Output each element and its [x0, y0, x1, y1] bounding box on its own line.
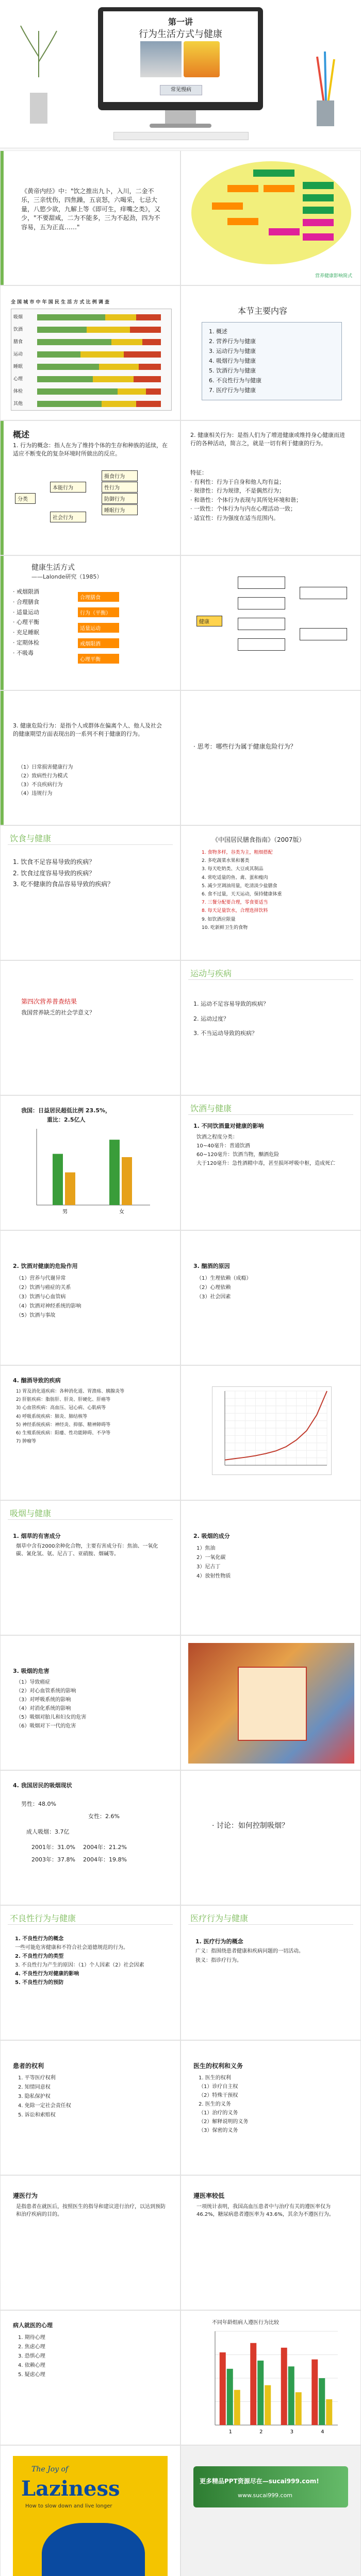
cause-item: （1）生理依赖（成瘾） — [196, 1276, 252, 1281]
slide-9-left — [0, 1095, 180, 1230]
diet-question: 2. 饮食过度容易导致的疾病？ — [13, 869, 95, 877]
smoking-harm-list — [16, 1678, 86, 1731]
row-bar — [37, 351, 161, 358]
doctor-item: （1）诊疗自主权 — [199, 2084, 238, 2090]
map-node — [253, 170, 294, 177]
flow-box-a — [238, 577, 285, 589]
patient-psych-list — [18, 2333, 45, 2380]
disease-item: 1) 胃及消化道疾病：各种消化道、胃溃疡、胰腺炎等 — [16, 1389, 125, 1394]
patient-psych-h: 病人就医的心理 — [13, 2322, 53, 2329]
low-compliance-h: 遵医率较低 — [193, 2192, 225, 2199]
alcohol-list — [196, 1133, 346, 1168]
map-caption: 营养健康影响简式 — [315, 274, 352, 279]
component-item: 1）焦油 — [196, 1546, 216, 1551]
guide-item: 9. 如饮酒应限量 — [202, 917, 236, 922]
class-social: 社会行为 — [50, 512, 86, 522]
sport-title: 运动与疾病 — [190, 969, 232, 978]
slide-6-left — [0, 690, 180, 825]
x-tick-label: 男 — [62, 1209, 68, 1215]
guide-item: 1. 食物多样，谷类为主，粗细搭配 — [202, 850, 273, 855]
health-node: 健康 — [196, 616, 222, 626]
guide-item: 3. 每天吃奶类、大豆或其制品 — [202, 867, 264, 872]
feature-item: · 适宜性：行为强度在适当范围内。 — [190, 514, 279, 521]
bar — [53, 1154, 63, 1205]
center-node: 心理平衡 — [78, 654, 119, 664]
component-item: 3）尼古丁 — [196, 1564, 221, 1570]
slide-2-left — [0, 150, 180, 285]
book-title: Laziness — [21, 2477, 120, 2501]
guide-item: 8. 每天足量饮水，合理选择饮料 — [202, 908, 268, 914]
alcohol-h1: 1. 不同饮酒量对健康的影响 — [193, 1123, 264, 1129]
bar — [122, 1157, 132, 1205]
chart-subtitle: 重比：2.5亿人 — [47, 1116, 86, 1123]
bar — [265, 2385, 271, 2425]
alcohol-item: 10~40毫升：普通饮酒 — [196, 1143, 250, 1149]
disease-item: 6) 生殖系统疾病：阳痿、性功能障碍、不孕等 — [16, 1430, 111, 1436]
feature-item: · 和谐性：个体行为表现与其所处环境和谐； — [190, 496, 302, 503]
slide-12-left — [0, 1500, 180, 1635]
contents-item[interactable]: 2. 营养行为与健康 — [209, 338, 256, 345]
compliance-h: 遵医行为 — [13, 2192, 38, 2199]
doctor-rights-h: 医生的权利和义务 — [193, 2062, 243, 2070]
poster-panel — [238, 1667, 307, 1741]
danger-item: （5）饮酒与事故 — [16, 1313, 56, 1318]
slide-17-left — [0, 2175, 180, 2310]
harm-item: （2）对心血管系统的影响 — [16, 1688, 76, 1694]
guide-list — [202, 849, 282, 932]
alcohol-cause-list — [196, 1274, 251, 1302]
x-tick-label: 3 — [290, 2429, 293, 2435]
guide-item: 10. 吃新鲜卫生的食物 — [202, 925, 248, 930]
slide-5-left — [0, 555, 180, 690]
x-tick-label: 1 — [228, 2429, 232, 2435]
row-label: 饮酒 — [13, 327, 23, 332]
doctor-item: （1）治疗的义务 — [199, 2110, 238, 2116]
pencils-icon — [309, 46, 340, 129]
compliance-chart — [202, 2328, 341, 2436]
contents-item[interactable]: 6. 不良性行为与健康 — [209, 377, 261, 384]
lifestyle-item: · 心理平衡 — [13, 619, 39, 626]
disease-item: 3) 心血管疾病：高血压、冠心病、心肌病等 — [16, 1405, 106, 1411]
chart-title: 我国：日益居民超低比例 23.5%， — [21, 1107, 111, 1114]
contents-heading: 本节主要内容 — [238, 306, 288, 316]
smoking-status-h: 4. 我国居民的吸烟现状 — [13, 1782, 72, 1789]
harm-item: （6）吸烟对下一代的危害 — [16, 1723, 76, 1729]
disease-item: 5) 神经系统疾病：神经炎、抑郁、精神障碍等 — [16, 1422, 111, 1428]
sex-item: 5. 不良性行为的预防 — [15, 1980, 64, 1986]
slide-5-right — [180, 555, 361, 690]
disease-list — [16, 1387, 171, 1446]
right-item: 4. 免除一定社会责任权 — [18, 2103, 71, 2109]
sex-item: 3. 不良性行为产生的原因：（1）个人因素（2）社会因素 — [15, 1962, 144, 1968]
slide-12-right — [180, 1500, 361, 1635]
row-label: 膳食 — [13, 340, 23, 345]
slide-13-left — [0, 1635, 180, 1770]
survey-result-title: 第四次营养普查结果 — [21, 998, 77, 1005]
pencil-cup — [309, 46, 340, 129]
slide-7-right — [180, 825, 361, 960]
danger-item: （1）营养与代谢异常 — [16, 1276, 66, 1281]
patient-rights-h: 患者的权利 — [13, 2062, 44, 2070]
monitor-base — [150, 124, 211, 128]
sex-item: 1. 不良性行为的概念 — [15, 1936, 64, 1942]
contents-item[interactable]: 1. 概述 — [209, 328, 227, 335]
component-item: 4）放射性物质 — [196, 1573, 231, 1579]
slide-6-right — [180, 690, 361, 825]
disease-h: 4. 酗酒导致的疾病 — [13, 1377, 61, 1384]
cause-item: （2）心理依赖 — [196, 1285, 231, 1291]
cover-photo-left — [140, 41, 182, 77]
harm-item: （3）对呼吸系统的影响 — [16, 1697, 71, 1703]
slide-18-right — [180, 2310, 361, 2445]
cover-title: 行为生活方式与健康 — [139, 29, 222, 40]
alcohol-danger-list — [16, 1274, 81, 1320]
cover-footer-line — [0, 147, 361, 149]
risk-curve-chart — [212, 1386, 332, 1475]
alcohol-item: 大于120毫升：急性酒精中毒，甚至损坏呼吸中枢，造成死亡 — [196, 1161, 336, 1166]
feature-item: · 有利性：行为于自身和他人均有益； — [190, 478, 285, 485]
center-node: 行为（平衡） — [78, 607, 119, 617]
health-behavior-definition: 2. 健康相关行为：是指人们为了增进健康或维持身心健康而进行的各种活动，简言之，就是一切有利于健康的行为。 — [190, 432, 345, 447]
right-item: 3. 隐私保护权 — [18, 2094, 51, 2099]
lifestyle-item: · 定期体检 — [13, 639, 39, 646]
guide-item: 6. 食不过量，天天运动，保持健康体重 — [202, 891, 282, 897]
map-node — [227, 185, 258, 192]
smoke-component-h: 2. 吸烟的成分 — [193, 1533, 230, 1539]
risk-list — [18, 763, 73, 798]
feature-item: · 规律性：行为规律，不是偶然行为； — [190, 487, 285, 495]
smoke-component-list — [196, 1544, 231, 1581]
disease-item: 2) 肝脏疾病：脂肪肝、肝炎、肝硬化、肝癌等 — [16, 1397, 111, 1403]
sex-behavior-list — [15, 1935, 165, 1987]
center-node: 适量运动 — [78, 623, 119, 633]
slide-strip — [1, 151, 4, 285]
alcohol-item: 60~120毫升：饮酒当物，酗酒危险 — [196, 1152, 280, 1158]
center-node: 戒烟限酒 — [78, 638, 119, 648]
harm-item: （4）对消化系统的影响 — [16, 1706, 71, 1711]
slide-15-right — [180, 1905, 361, 2040]
flow-box-b — [238, 597, 285, 609]
danger-item: （3）饮酒与心血管病 — [16, 1294, 66, 1300]
cover-button[interactable]: 常见慢病 — [160, 85, 202, 95]
feature-list — [190, 468, 350, 523]
slide-2-right — [180, 150, 361, 285]
guide-title: 《中国居民膳食指南》（2007版） — [212, 836, 305, 843]
sex-behavior-title: 不良性行为与健康 — [10, 1913, 76, 1923]
row-label: 运动 — [13, 352, 23, 357]
slide-3-right — [180, 285, 361, 420]
alcohol-item: 饮酒之程度分类： — [196, 1134, 238, 1140]
danger-item: （2）饮酒与癌症的关系 — [16, 1285, 71, 1291]
class-label: 分类 — [15, 493, 36, 504]
map-node — [303, 207, 334, 214]
status-male: 男性：48.0% — [21, 1801, 56, 1807]
smoking-harm-h: 3. 吸烟的危害 — [13, 1668, 50, 1674]
slide-8-right — [180, 960, 361, 1095]
slide-strip — [1, 691, 4, 825]
doctor-item: 1. 医生的权利 — [199, 2075, 231, 2081]
class-instinct: 本能行为 — [50, 482, 86, 493]
right-item: 1. 平等医疗权利 — [18, 2075, 56, 2081]
bar — [250, 2343, 256, 2425]
status-2004a: 2004年：21.2% — [83, 1844, 127, 1851]
risk-item: （1）日常损害健康行为 — [18, 765, 73, 770]
sport-question: 3. 不当运动导致的疾病？ — [193, 1030, 257, 1037]
guide-item: 4. 常吃适量的鱼、禽、蛋和瘦肉 — [202, 875, 268, 880]
map-node — [227, 218, 258, 225]
lifestyle-item: · 充足睡眠 — [13, 629, 39, 636]
guide-item: 2. 多吃蔬菜水果和薯类 — [202, 858, 250, 864]
flow-box-c — [238, 618, 285, 630]
plant-icon — [15, 15, 62, 129]
psych-item: 5. 疑虑心理 — [18, 2372, 45, 2378]
patient-rights-list — [18, 2074, 71, 2120]
sex-item: 一些可能危害健康和不符合社会道德规范的行为。 — [15, 1945, 128, 1951]
slide-9-right — [180, 1095, 361, 1230]
map-node — [264, 185, 294, 192]
slide-4-left — [0, 420, 180, 555]
danger-item: （4）饮酒对神经系统的影响 — [16, 1303, 81, 1309]
book-illustration — [42, 2523, 145, 2576]
feature-item: · 一致性：个体行为与内在心理活动一致； — [190, 505, 296, 513]
bar — [281, 2348, 287, 2425]
alcohol-danger-h: 2. 饮酒对健康的危险作用 — [13, 1263, 78, 1269]
map-node — [269, 228, 300, 235]
medical-item: 狭义：指诊疗行为。 — [195, 1957, 242, 1963]
disease-item: 4) 呼吸系统疾病：肺炎、肺结核等 — [16, 1414, 88, 1419]
slide-15-left — [0, 1905, 180, 2040]
bar — [319, 2378, 325, 2425]
tobacco-h: 1. 烟草的有害成分 — [13, 1533, 61, 1539]
doctor-item: （2）解释说明的义务 — [199, 2119, 249, 2125]
slide-10-right — [180, 1230, 361, 1365]
sex-item: 4. 不良性行为对健康的影响 — [15, 1971, 79, 1977]
bar — [234, 2390, 240, 2425]
doctor-item: （2）特殊干预权 — [199, 2093, 238, 2098]
map-node — [212, 202, 243, 210]
slide-14-right — [180, 1770, 361, 1905]
row-bar — [37, 376, 161, 382]
bar — [227, 2369, 233, 2425]
sub-item: 防御行为 — [102, 493, 138, 504]
status-2003: 2003年：37.8% — [31, 1856, 75, 1863]
survey-table — [11, 309, 172, 411]
bar — [109, 1140, 120, 1205]
survey-result-sub: 我国营养缺乏的社会学意义？ — [21, 1009, 95, 1016]
sport-question: 1. 运动不足容易导致的疾病？ — [193, 1001, 269, 1007]
cover-photo-right — [184, 41, 220, 77]
lifestyle-list — [13, 587, 39, 658]
guide-item: 7. 三餐分配要合理，零食要适当 — [202, 900, 268, 906]
slide-11-left — [0, 1365, 180, 1500]
slide-16-left — [0, 2040, 180, 2175]
sport-question: 2. 运动过度？ — [193, 1015, 229, 1022]
map-node — [303, 182, 334, 189]
bar — [288, 2366, 294, 2425]
slide-17-right — [180, 2175, 361, 2310]
behavior-definition: 1. 行为的概念：指人在为了维持个体的生存和种族的延续，在适应不断变化的复杂环境时所做出的反应。 — [13, 442, 168, 457]
risk-item: （2）致病性行为模式 — [18, 773, 68, 779]
row-bar — [37, 314, 161, 320]
contents-item[interactable]: 7. 医疗行为与健康 — [209, 387, 256, 394]
contents-item[interactable]: 4. 吸烟行为与健康 — [209, 358, 256, 364]
row-label: 其他 — [13, 401, 23, 406]
disease-item: 7) 肿瘤等 — [16, 1439, 37, 1445]
map-node — [303, 233, 334, 241]
overview-title: 概述 — [13, 430, 30, 439]
component-item: 2）一氧化碳 — [196, 1555, 226, 1561]
slide-13-right — [180, 1635, 361, 1770]
discussion: · 讨论：如何控制吸烟？ — [212, 1822, 289, 1830]
row-bar — [37, 339, 161, 345]
lifestyle-item: · 不吸毒 — [13, 649, 34, 656]
slide-4-right — [180, 420, 361, 555]
psych-item: 1. 期待心理 — [18, 2335, 45, 2341]
slide-19-left — [0, 2445, 180, 2576]
harm-item: （1）导致癌症 — [16, 1680, 51, 1685]
status-2004b: 2004年：19.8% — [83, 1856, 127, 1863]
bar — [220, 2352, 226, 2425]
bar — [326, 2399, 332, 2425]
medical-item: 广义：指围绕患者健康和疾病问题的一切活动。 — [195, 1948, 304, 1954]
psych-item: 4. 依赖心理 — [18, 2363, 45, 2368]
sub-item: 摄食行为 — [102, 470, 138, 481]
doctor-item: （3）保密的义务 — [199, 2128, 238, 2133]
contents-item[interactable]: 3. 运动行为与健康 — [209, 348, 256, 354]
alcohol-title: 饮酒与健康 — [190, 1104, 232, 1113]
low-compliance-text: 一项统计表明，我国高血压患者中与治疗有关的遵医率仅为 46.2%，糖尿病患者遵医率为 43.6%，其余为不遵医行为。 — [196, 2204, 334, 2217]
guide-item: 5. 减少烹调油用量，吃清淡少盐膳食 — [202, 883, 277, 889]
risk-behavior-definition: 3. 健康危险行为：是指个人或群体在偏离个人、他人及社会的健康期望方面表现出的一系列不利于健康的行为。 — [13, 722, 162, 737]
slide-strip — [1, 556, 4, 690]
slide-cover — [0, 0, 361, 150]
slide-3-left — [0, 285, 180, 420]
tobacco-text: 烟草中含有2000余种化合物，主要有害成分有：焦油、一氧化碳、氰化氢、氨、尼古丁、亚硝胺、烟碱等。 — [16, 1544, 158, 1557]
book-subtitle: How to slow down and live longer — [25, 2503, 112, 2509]
psych-item: 3. 恐惧心理 — [18, 2353, 45, 2359]
sex-item: 2. 不良性行为的类型 — [15, 1954, 64, 1959]
risk-item: （3）不良疾病行为 — [18, 782, 63, 788]
row-bar — [37, 401, 161, 407]
diet-title: 饮食与健康 — [10, 834, 52, 843]
center-node: 合理膳食 — [78, 592, 119, 602]
bar — [311, 2360, 318, 2425]
flow-box-d — [238, 638, 285, 651]
slide-19-right — [180, 2445, 361, 2576]
ad-banner[interactable] — [193, 2466, 348, 2507]
lifestyle-subtitle: ——Lalonde研究（1985） — [31, 573, 103, 580]
slide-16-right — [180, 2040, 361, 2175]
row-label: 心理 — [13, 377, 23, 382]
slide-8-left — [0, 960, 180, 1095]
lifestyle-item: · 戒烟限酒 — [13, 588, 39, 595]
cover-lecture: 第一讲 — [168, 17, 193, 27]
neijing-quote: 《黄帝内经》中："饮之推出九卜，入川，二金不乐，三亲忧伤，四焦躁，五哀怒，六喝采，七忌大量，八慾少欲，九解上等《即可生，痒嘴之类》，又少，"不要甜咸，二为不能多，三为不起劲，四为不容易，五为正直……" — [21, 188, 161, 231]
monitor-stand — [165, 110, 196, 125]
sport-questions — [193, 997, 269, 1041]
compliance-chart-title: 不同年龄组病人遵医行为比较 — [212, 2320, 279, 2326]
ad-url[interactable]: www.sucai999.com — [238, 2492, 293, 2499]
right-item: 5. 诉讼和索赔权 — [18, 2112, 56, 2118]
harm-item: （5）吸烟对胎儿和妇女的危害 — [16, 1715, 87, 1720]
slide-strip — [1, 421, 4, 555]
think-question: · 思考：哪些行为属于健康危险行为？ — [193, 743, 297, 750]
medical-item: 1. 医疗行为的概念 — [195, 1938, 243, 1945]
medical-behavior-list — [195, 1937, 345, 1965]
sub-item: 性行为 — [102, 482, 138, 493]
slide-11-right — [180, 1365, 361, 1500]
lifestyle-item: · 合理膳食 — [13, 598, 39, 605]
keyboard — [113, 132, 249, 140]
slide-7-left — [0, 825, 180, 960]
medical-behavior-title: 医疗行为与健康 — [190, 1913, 249, 1923]
psych-item: 2. 焦虑心理 — [18, 2344, 45, 2350]
status-female: 女性：2.6% — [88, 1813, 120, 1820]
row-label: 体检 — [13, 389, 23, 394]
bar — [257, 2361, 264, 2425]
cause-item: （3）社会因素 — [196, 1294, 231, 1300]
map-node — [303, 219, 334, 226]
smoking-title: 吸烟与健康 — [10, 1509, 52, 1518]
row-bar — [37, 364, 161, 370]
sub-item: 睡眠行为 — [102, 504, 138, 515]
book-pre-title: The Joy of — [31, 2465, 69, 2473]
slide-10-left — [0, 1230, 180, 1365]
ad-text[interactable]: 更多精品PPT资源尽在—sucai999.com! — [200, 2478, 319, 2485]
row-bar — [37, 327, 161, 333]
lifestyle-item: · 适量运动 — [13, 608, 39, 616]
diet-questions — [13, 857, 113, 890]
row-bar — [37, 388, 161, 395]
bar — [296, 2392, 302, 2425]
status-2001: 2001年：31.0% — [31, 1844, 75, 1851]
map-node — [303, 194, 334, 201]
slide-18-left — [0, 2310, 180, 2445]
lifestyle-title: 健康生活方式 — [31, 564, 75, 572]
x-tick-label: 2 — [259, 2429, 263, 2435]
row-label: 吸烟 — [13, 315, 23, 320]
compliance-text: 是指患者在就医后，按照医生的指导和建议进行治疗，以达到预防和治疗疾病的目的。 — [16, 2204, 166, 2217]
diet-question: 1. 饮食不足容易导致的疾病？ — [13, 858, 95, 866]
bar — [65, 1173, 75, 1205]
doctor-item: 2. 医生的义务 — [199, 2102, 231, 2107]
row-label: 睡眠 — [13, 364, 23, 369]
physical-activity-chart — [21, 1125, 155, 1217]
slide-14-left — [0, 1770, 180, 1905]
x-tick-label: 女 — [119, 1209, 124, 1215]
plant-decoration — [15, 15, 62, 129]
feature-item: 特征： — [190, 469, 207, 476]
flow-box-f — [300, 628, 347, 640]
x-tick-label: 4 — [321, 2429, 324, 2435]
status-adult: 成人吸烟：3.7亿 — [26, 1828, 70, 1835]
alcohol-cause-h: 3. 酗酒的原因 — [193, 1263, 230, 1269]
contents-item[interactable]: 5. 饮酒行为与健康 — [209, 367, 256, 374]
doctor-rights-list — [199, 2074, 248, 2135]
survey-table-title: 全 国 城 市 中 年 国 民 生 活 方 式 比 例 调 查 — [11, 300, 110, 305]
risk-item: （4）违规行为 — [18, 791, 53, 796]
right-item: 2. 知情同意权 — [18, 2084, 51, 2090]
flow-box-e — [300, 587, 347, 599]
diet-question: 3. 吃不健康的食品容易导致的疾病？ — [13, 880, 114, 888]
